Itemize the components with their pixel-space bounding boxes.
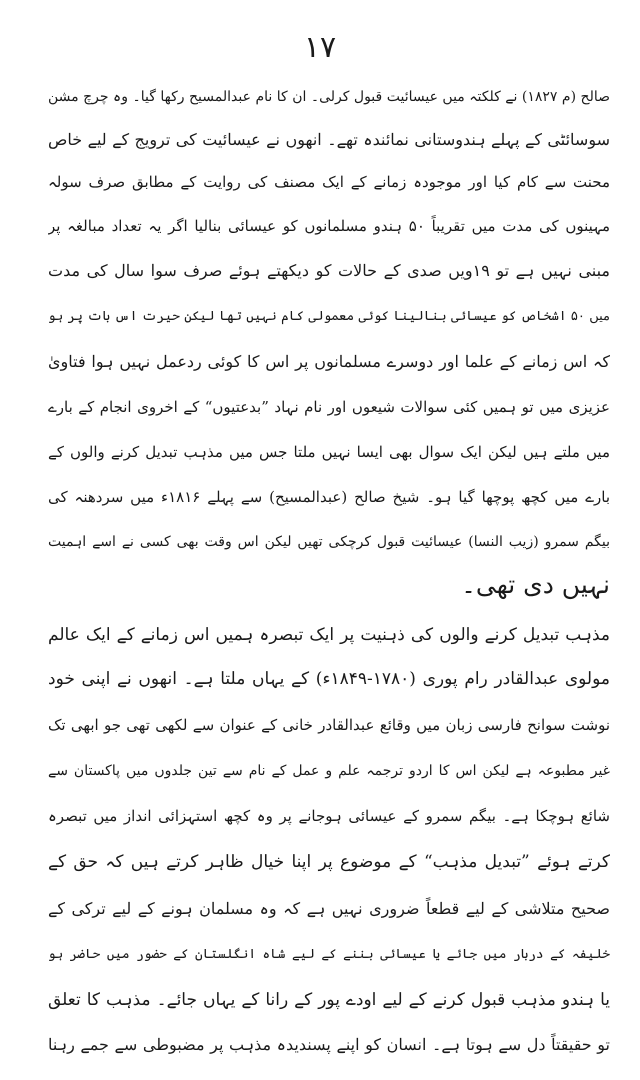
text-line: مذہب تبدیل کرنے والوں کی ذہنیت پر ایک تبصرہ ہمیں اس زمانے کے ایک عالم [48,625,610,645]
text-line: کہ اس زمانے کے علما اور دوسرے مسلمانوں پر اس کا کوئی ردعمل نہیں ہوا فتاویٰ [48,352,610,371]
text-line: مبنی نہیں ہے تو ۱۹ویں صدی کے حالات کو دیکھتے ہوئے صرف سوا سال کی مدت [48,261,610,280]
text-line: مولوی عبدالقادر رام پوری (۱۷۸۰-۱۸۴۹ء) کے یہاں ملتا ہے۔ انھوں نے اپنی خود [48,669,610,689]
text-line: سوسائٹی کے پہلے ہندوستانی نمائندہ تھے۔ انھوں نے عیسائیت کی ترویج کے لیے خاص [48,130,610,149]
paragraph-end-line: نہیں دی تھی۔ [461,570,610,599]
text-line: شائع ہوچکا ہے۔ بیگم سمرو کے عیسائی ہوجانے پر وہ کچھ استہزائی انداز میں تبصرہ [48,807,610,825]
text-line: غیر مطبوعہ ہے لیکن اس کا اردو ترجمہ علم و عمل کے نام سے تین جلدوں میں پاکستان سے [48,763,610,779]
text-line: صالح (م ۱۸۲۷) نے کلکتہ میں عیسائیت قبول کرلی۔ ان کا نام عبدالمسیح رکھا گیا۔ وہ چرچ مشن [48,89,610,105]
text-line: مہینوں کی مدت میں تقریباً ۵۰ ہندو مسلمانوں کو عیسائی بنالیا اگر یہ تعداد مبالغہ پر [48,217,610,235]
text-line: تو حقیقتاً دل سے ہوتا ہے۔ انسان کو اپنے پسندیدہ مذہب پر مضبوطی سے جمے رہنا [48,1035,610,1054]
page-number: ١٧ [303,30,337,65]
text-line: بیگم سمرو (زیب النسا) عیسائیت قبول کرچکی تھیں لیکن اس وقت بھی کسی نے اسے اہمیت [48,534,610,550]
text-line: میں ملتے ہیں لیکن ایک سوال بھی ایسا نہیں ملتا جس میں مذہب تبدیل کرنے والوں کے [48,443,610,461]
text-line: خلیفہ کے دربار میں جائے یا عیسائی بننے کے لیے شاہ انگلستان کے حضور میں حاضر ہو [48,947,610,962]
text-line: میں ۵۰ اشخاص کو عیسائی بنالینا کوئی معمولی کام نہیں تھا لیکن حیرت اس بات پر ہو [48,309,610,324]
text-line: بارے میں کچھ پوچھا گیا ہو۔ شیخ صالح (عبدالمسیح) سے پہلے ۱۸۱۶ء میں سردھنہ کی [48,488,610,506]
text-line: یا ہندو مذہب قبول کرنے کے لیے اودے پور کے رانا کے یہاں جائے۔ مذہب کا تعلق [48,990,610,1010]
text-line: کرتے ہوئے ”تبدیل مذہب“ کے موضوع پر اپنا خیال ظاہر کرتے ہیں کہ حق کے [48,852,610,872]
text-line: محنت سے کام کیا اور موجودہ زمانے کے ایک مصنف کی روایت کے مطابق صرف سولہ [48,173,610,191]
text-line: صحیح متلاشی کے لیے قطعاً ضروری نہیں ہے کہ وہ مسلمان ہونے کے لیے ترکی کے [48,899,610,918]
text-line: عزیزی میں تو ہمیں کئی سوالات شیعوں اور نام نہاد ”بدعتیوں“ کے اخروی انجام کے بارے [48,398,610,416]
text-line: نوشت سوانح فارسی زبان میں وقائع عبدالقادر خانی کے عنوان سے لکھی تھی جو ابھی تک [48,716,610,734]
